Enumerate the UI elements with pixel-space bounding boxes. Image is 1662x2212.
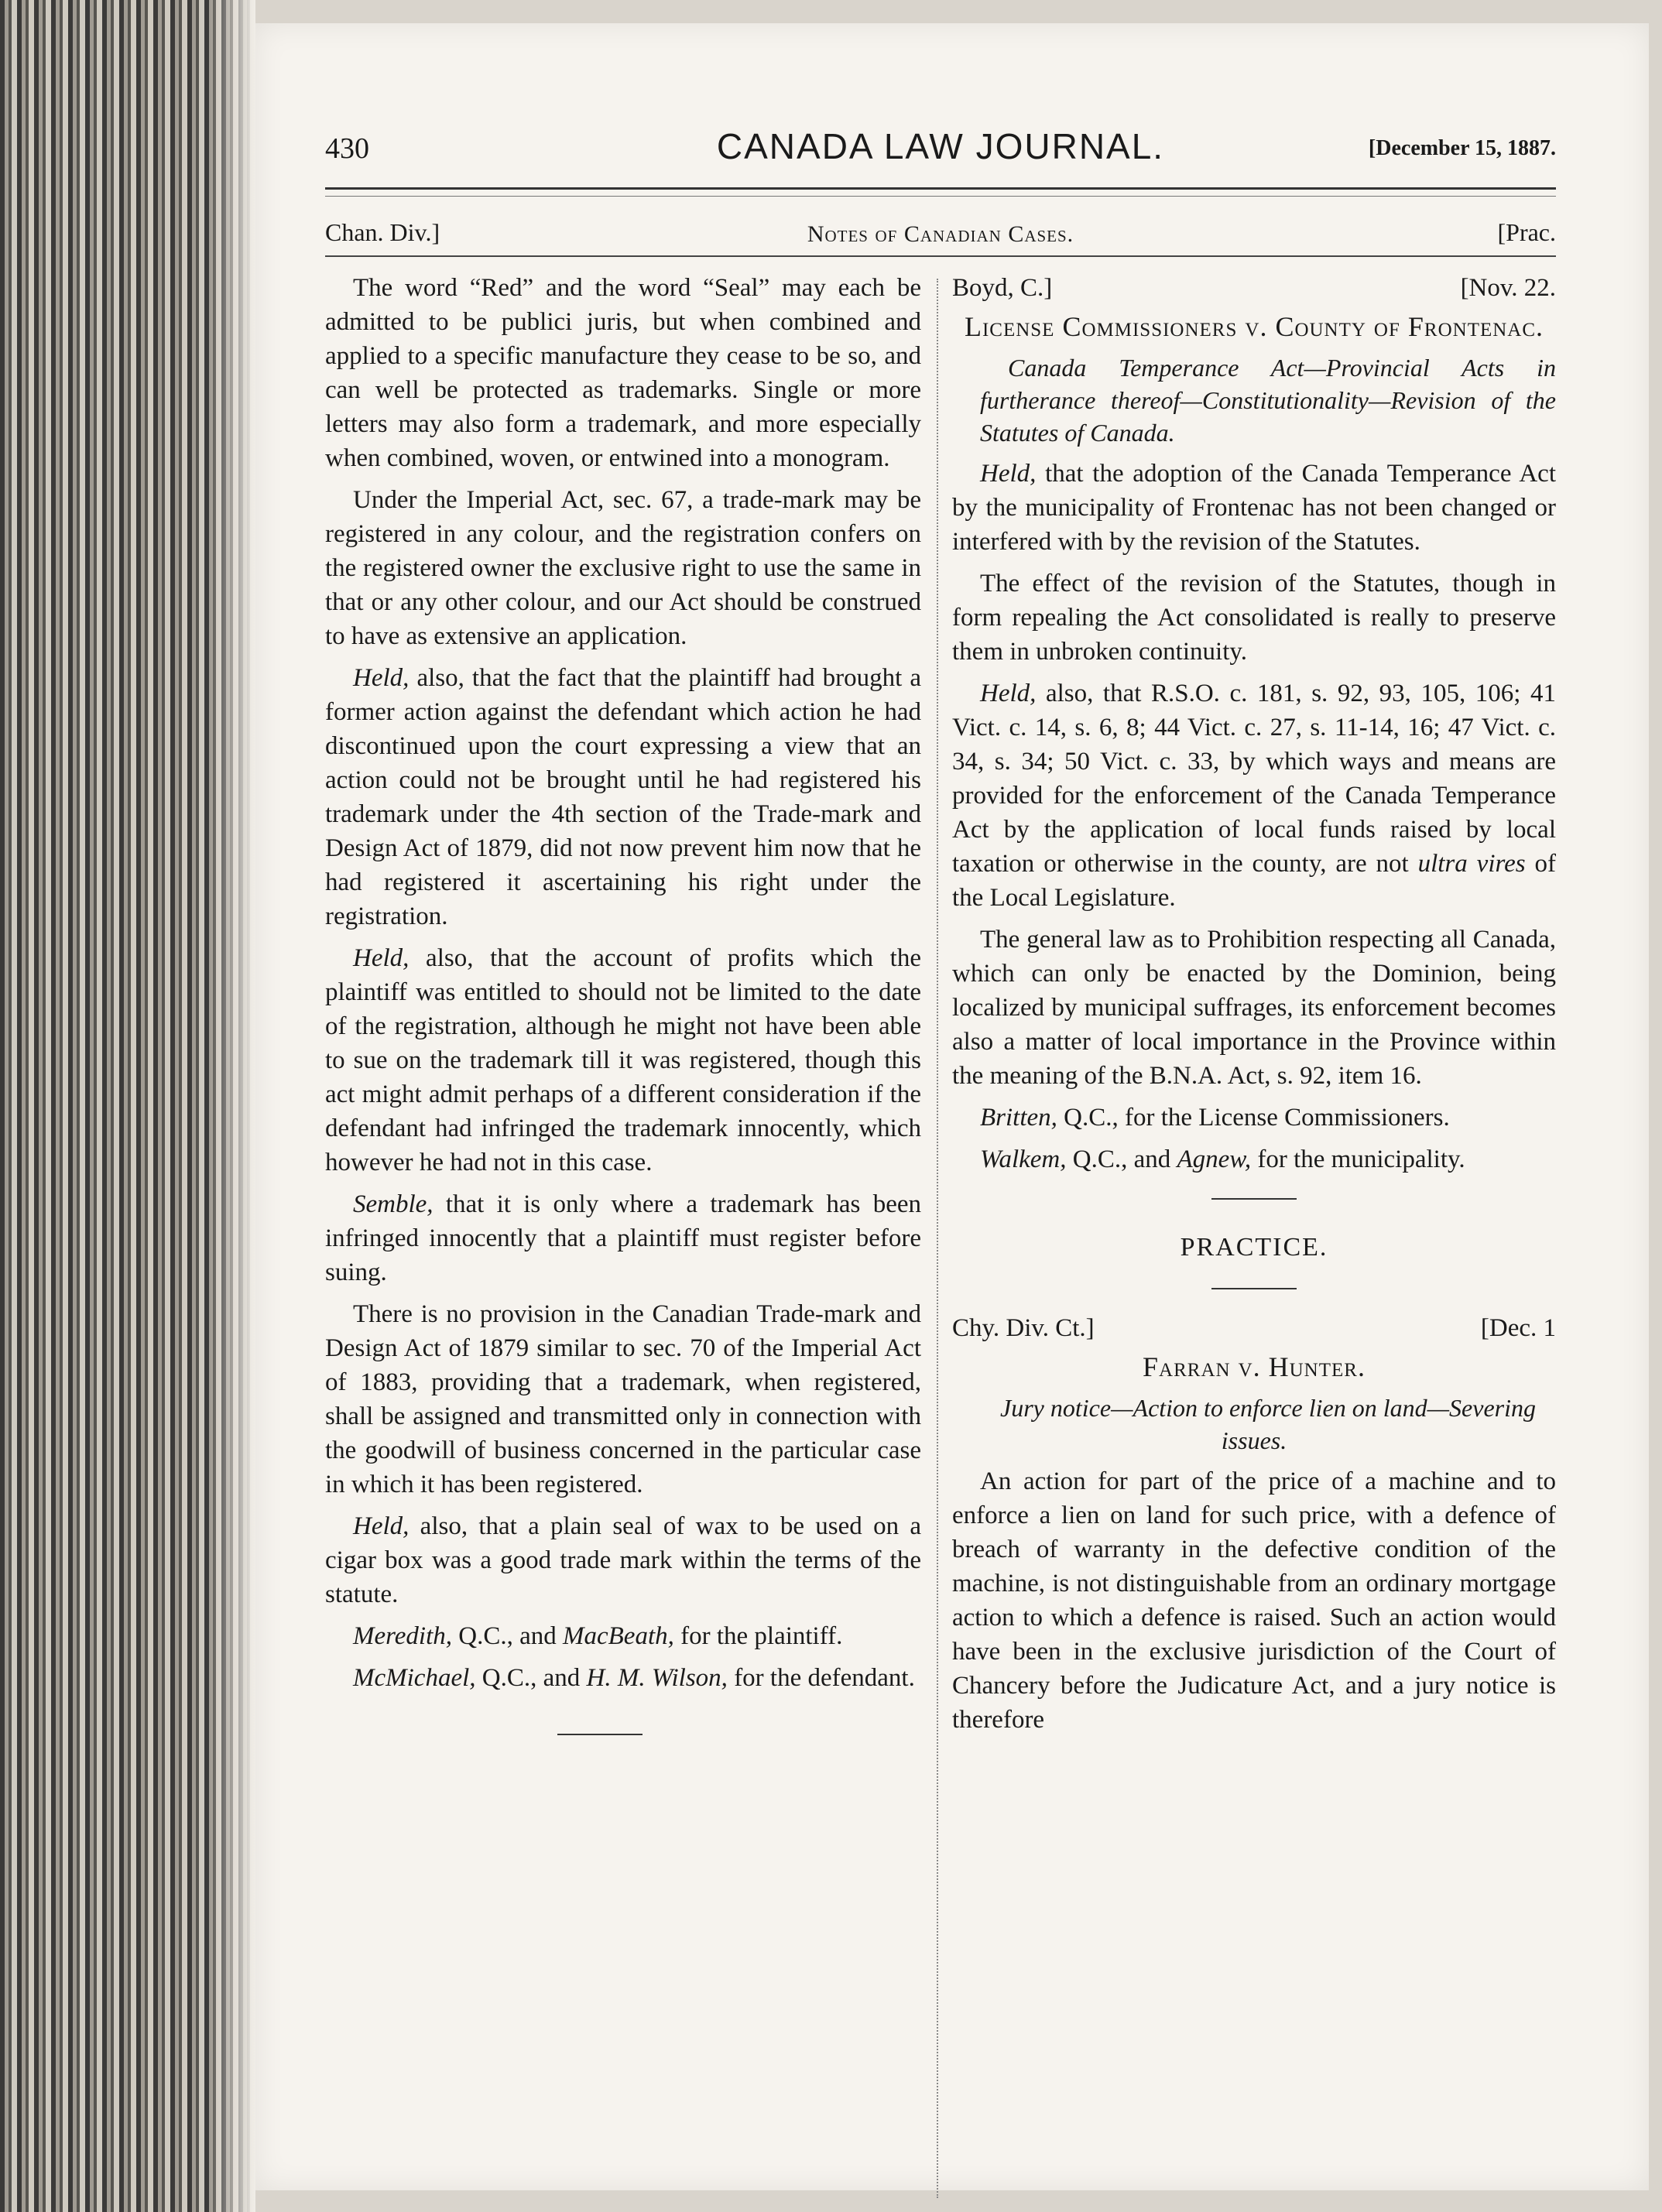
left-column bbox=[325, 271, 921, 1735]
counsel-line: Meredith, Q.C., and MacBeath, for the plaintiff. bbox=[353, 1622, 843, 1650]
case-title: Farran v. Hunter. bbox=[1143, 1351, 1366, 1382]
paragraph: There is no provision in the Canadian Trade-mark and Design Act of 1879 similar to sec. 70 of the Imperial Act of 1883, providing that a trademark, when registered, shall be assigned and transmitted only in connection with the goodwill of business concerned in the particular case in which it has been registered. bbox=[325, 1300, 921, 1498]
section-header bbox=[325, 214, 1556, 252]
court-line: Boyd, C.] [Nov. 22. bbox=[952, 274, 1556, 302]
paragraph: Held, also, that a plain seal of wax to be used on a cigar box was a good trade mark within the terms of the statute. bbox=[325, 1512, 921, 1608]
header-rule bbox=[325, 187, 1556, 197]
journal-page bbox=[255, 23, 1649, 2190]
paragraph: Held, also, that R.S.O. c. 181, s. 92, 93, 105, 106; 41 Vict. c. 14, s. 6, 8; 44 Vict. c. 27, s. 11-14, 16; 47 Vict. c. 34, s. 34; 50 Vict. c. 33, by which ways and means are provided for the enforcement of the Canada Temperance Act by the application of local funds raised by local taxation or otherwise in the county, are not ultra vires of the Local Legislature. bbox=[952, 680, 1556, 912]
headnote: Jury notice—Action to enforce lien on land—Severing issues. bbox=[1000, 1394, 1536, 1454]
section-right-label: [Prac. bbox=[1497, 218, 1556, 246]
paragraph: Held, also, that the account of profits which the plaintiff was entitled to should not be limited to the date of the registration, although he might not have been able to sue on the trademark till it was registered, though this act might admit perhaps of a different consideration if the defendant had infringed the trademark innocently, which however he had not in this case. bbox=[325, 944, 921, 1176]
paragraph: Semble, that it is only where a trademark has been infringed innocently that a plaintiff must register before suing. bbox=[325, 1190, 921, 1286]
case-end-rule bbox=[557, 1734, 643, 1735]
section-heading: PRACTICE. bbox=[1180, 1233, 1328, 1262]
paragraph: Held, also, that the fact that the plaintiff had brought a former action against the defendant which action he had discontinued upon the court expressing a view that an action could not be brought until he had registered his trademark under the 4th section of the Trade-mark and Design Act of 1879, did not now prevent him now that he had registered it ascertaining his right under the registration. bbox=[325, 664, 921, 930]
book-binding-edge bbox=[0, 0, 255, 2212]
case-end-rule bbox=[1211, 1198, 1297, 1200]
paragraph: The general law as to Prohibition respecting all Canada, which can only be enacted by the Dominion, being localized by municipal suffrages, its enforcement becomes also a matter of local importance in the Province within the meaning of the B.N.A. Act, s. 92, item 16. bbox=[952, 926, 1556, 1090]
journal-title: CANADA LAW JOURNAL. bbox=[716, 126, 1165, 166]
paragraph: Held, that the adoption of the Canada Temperance Act by the municipality of Frontenac has not been changed or interfered with by the revision of the Statutes. bbox=[952, 460, 1556, 556]
headnote: Canada Temperance Act—Provincial Acts in furtherance thereof—Constitutionality—Revision of the Statutes of Canada. bbox=[980, 354, 1556, 447]
page-number: 430 bbox=[325, 132, 369, 165]
paragraph: The effect of the revision of the Statutes, though in form repealing the Act consolidated is really to preserve them in unbroken continuity. bbox=[952, 570, 1556, 666]
subheader-rule bbox=[325, 255, 1556, 257]
paragraph: An action for part of the price of a machine and to enforce a lien on land for such price, with a defence of breach of warranty in the defective condition of the machine, is not distinguishable from an ordinary mortgage action to which a defence is raised. Such an action would have been in the exclusive jurisdiction of the Court of Chancery before the Judicature Act, and a jury notice is therefore bbox=[952, 1467, 1556, 1734]
case-title: License Commissioners v. County of Frontenac. bbox=[964, 311, 1544, 342]
paragraph: The word “Red” and the word “Seal” may each be admitted to be publici juris, but when combined and applied to a specific manufacture they cease to be so, and can well be protected as trademarks. Single or more letters may also form a trademark, and more especially when combined, woven, or entwined into a monogram. bbox=[325, 274, 921, 472]
right-column bbox=[952, 271, 1556, 1745]
issue-date: [December 15, 1887. bbox=[1368, 136, 1556, 160]
column-divider bbox=[937, 279, 938, 2198]
court-line: Chy. Div. Ct.] [Dec. 1 bbox=[952, 1314, 1556, 1342]
counsel-line: McMichael, Q.C., and H. M. Wilson, for the defendant. bbox=[353, 1664, 915, 1692]
section-rule bbox=[1211, 1288, 1297, 1289]
division-label: Chan. Div.] bbox=[325, 218, 440, 246]
counsel-line: Britten, Q.C., for the License Commissioners. bbox=[980, 1104, 1450, 1132]
running-header bbox=[325, 108, 1556, 178]
section-title: Notes of Canadian Cases. bbox=[807, 221, 1074, 247]
paragraph: Under the Imperial Act, sec. 67, a trade-mark may be registered in any colour, and the registration confers on the registered owner the exclusive right to use the same in that or any other colour, and our Act should be construed to have as extensive an application. bbox=[325, 486, 921, 650]
counsel-line: Walkem, Q.C., and Agnew, for the municipality. bbox=[980, 1145, 1465, 1173]
